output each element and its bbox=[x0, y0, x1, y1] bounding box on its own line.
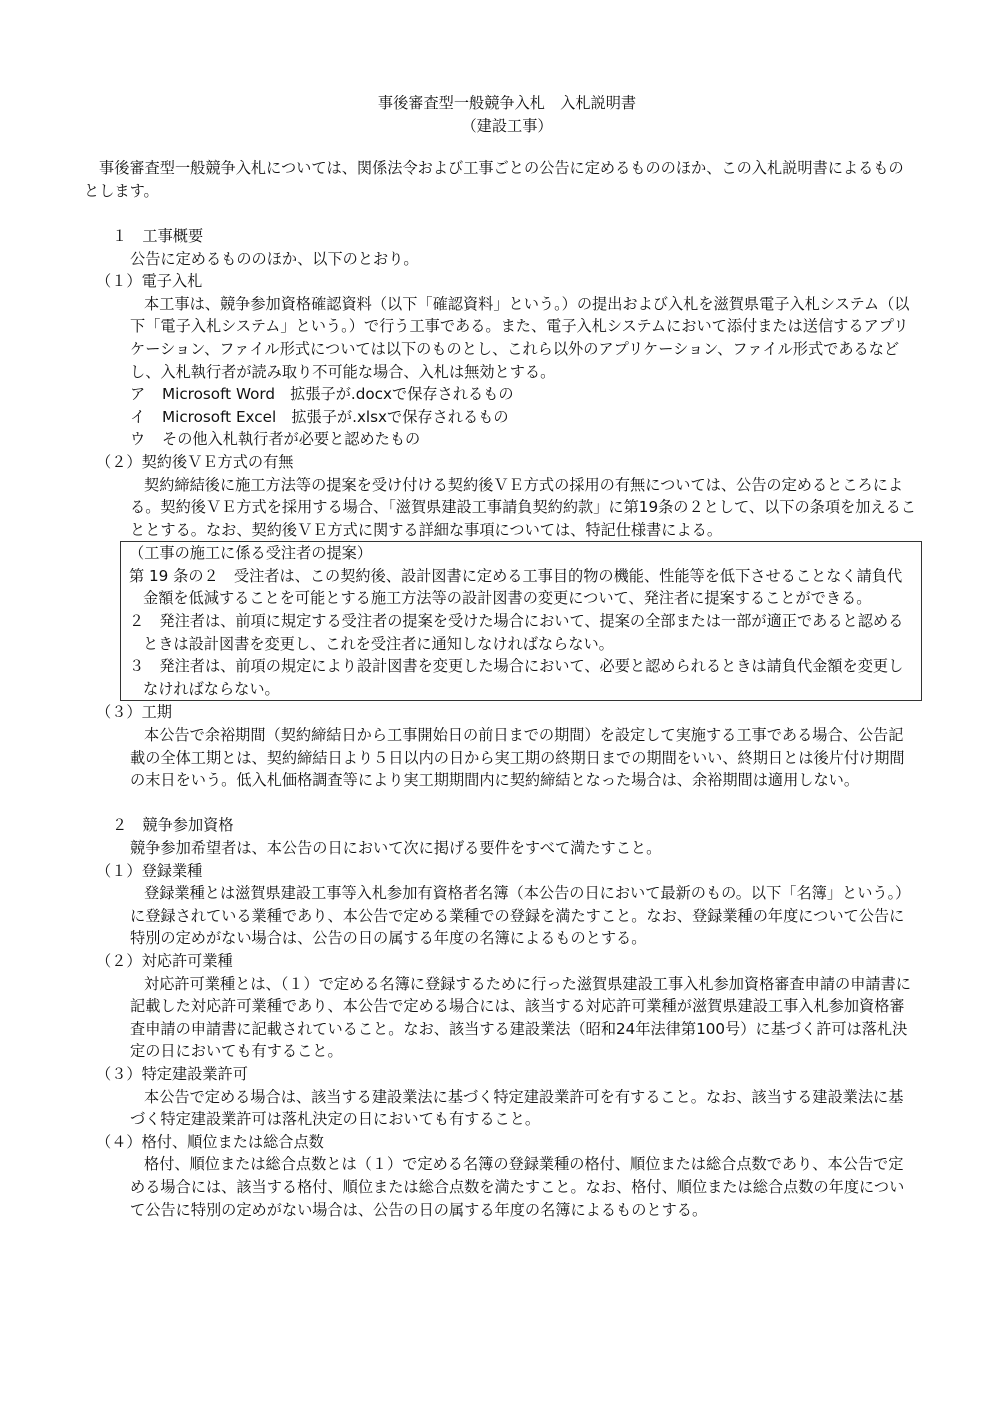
section-1-2-heading: （２）契約後ＶＥ方式の有無 bbox=[96, 452, 294, 471]
list-item-mark: イ bbox=[130, 407, 146, 426]
list-item bbox=[98, 383, 916, 406]
section-2-1-heading: （１）登録業種 bbox=[96, 861, 203, 880]
document-title: 事後審査型一般競争入札 入札説明書 bbox=[377, 94, 637, 112]
document-subtitle: （建設工事） bbox=[461, 116, 553, 135]
section-2-1-body: 登録業種とは滋賀県建設工事等入札参加有資格者名簿（本公告の日において最新のもの。以下「名簿」という。）に登録されている業種であり、本公告で定める業種での登録を満たすこと。なお、登録業種の年度について公告に特別の定めがない場合は、公告の日の属する年度の名簿によるものとする。 bbox=[130, 884, 911, 948]
list-item bbox=[98, 406, 916, 429]
clause-paragraph: 第 19 条の２ 受注者は、この契約後、設計図書に定める工事目的物の機能、性能等を低下させることなく請負代金額を低減することを可能とする施工方法等の設計図書の変更について、発注者に提案することができる。 bbox=[129, 566, 903, 608]
list-item bbox=[98, 428, 916, 451]
list-item-mark: ウ bbox=[130, 430, 146, 449]
section-1-1-body: 本工事は、競争参加資格確認資料（以下「確認資料」という。）の提出および入札を滋賀県電子入札システム（以下「電子入札システム」という。）で行う工事である。また、電子入札システムにおいて添付または送信するアプリケーション、ファイル形式については以下のものとし、これら以外のアプリケーション、ファイル形式であるなどし、入札執行者が読み取り不可能な場合、入札は無効とする。 bbox=[130, 294, 910, 381]
section-2-heading: ２ 競争参加資格 bbox=[112, 816, 234, 835]
section-1-3-body: 本公告で余裕期間（契約締結日から工事開始日の前日までの期間）を設定して実施する工事である場合、公告記載の全体工期とは、契約締結日より５日以内の日から実工期の終期日までの期間をいい、終期日とは後片付け期間の末日をいう。低入札価格調査等により実工期期間内に契約締結となった場合は、余裕期間は適用しない。 bbox=[130, 726, 905, 790]
section-2-3-heading: （３）特定建設業許可 bbox=[96, 1064, 248, 1083]
section-1-2-body: 契約締結後に施工方法等の提案を受け付ける契約後ＶＥ方式の採用の有無については、公告の定めるところによる。契約後ＶＥ方式を採用する場合、「滋賀県建設工事請負契約約款」に第19条の２として、以下の条項を加えることとする。なお、契約後ＶＥ方式に関する詳細な事項については、特記仕様書による。 bbox=[130, 475, 916, 539]
list-item-text: Microsoft Excel 拡張子が.xlsxで保存されるもの bbox=[162, 407, 509, 426]
section-2-2-body: 対応許可業種とは、（１）で定める名簿に登録するために行った滋賀県建設工事入札参加資格審査申請の申請書に記載した対応許可業種であり、本公告で定める場合には、該当する対応許可業種が滋賀県建設工事入札参加資格審査申請の申請書に記載されていること。なお、該当する建設業法（昭和24年法律第100号）に基づく許可は落札決定の日においても有すること。 bbox=[130, 974, 911, 1061]
section-1-3-heading: （３）工期 bbox=[96, 703, 172, 722]
spacer bbox=[98, 792, 916, 815]
section-1-lead: 公告に定めるもののほか、以下のとおり。 bbox=[130, 249, 419, 268]
spacer bbox=[98, 202, 916, 225]
section-2-4-body: 格付、順位または総合点数とは（１）で定める名簿の登録業種の格付、順位または総合点数であり、本公告で定める場合には、該当する格付、順位または総合点数を満たすこと。なお、格付、順位または総合点数の年度について公告に特別の定めがない場合は、公告の日の属する年度の名簿によるものとする。 bbox=[130, 1155, 905, 1219]
section-2-3-body: 本公告で定める場合は、該当する建設業法に基づく特定建設業許可を有すること。なお、該当する建設業法に基づく特定建設業許可は落札決定の日においても有すること。 bbox=[130, 1087, 904, 1129]
clause-paragraph: ３ 発注者は、前項の規定により設計図書を変更した場合において、必要と認められるときは請負代金額を変更しなければならない。 bbox=[129, 657, 904, 698]
section-2-lead: 競争参加希望者は、本公告の日において次に掲げる要件をすべて満たすこと。 bbox=[130, 839, 662, 857]
section-1-1-heading: （１）電子入札 bbox=[96, 272, 203, 291]
section-2-4-heading: （４）格付、順位または総合点数 bbox=[96, 1132, 324, 1151]
contract-clause-box bbox=[120, 541, 922, 701]
intro-paragraph: 事後審査型一般競争入札については、関係法令および工事ごとの公告に定めるもののほか、この入札説明書によるものとします。 bbox=[84, 159, 904, 200]
section-2-2-heading: （２）対応許可業種 bbox=[96, 951, 233, 970]
list-item-text: Microsoft Word 拡張子が.docxで保存されるもの bbox=[162, 385, 514, 404]
section-1-heading: １ 工事概要 bbox=[112, 226, 204, 245]
clause-paragraph: ２ 発注者は、前項に規定する受注者の提案を受けた場合において、提案の全部または一部が適正であると認めるときは設計図書を変更し、これを受注者に通知しなければならない。 bbox=[129, 612, 904, 653]
list-item-mark: ア bbox=[130, 385, 146, 404]
list-item-text: その他入札執行者が必要と認めたもの bbox=[162, 430, 421, 449]
clause-box-caption: （工事の施工に係る受注者の提案） bbox=[129, 544, 372, 563]
